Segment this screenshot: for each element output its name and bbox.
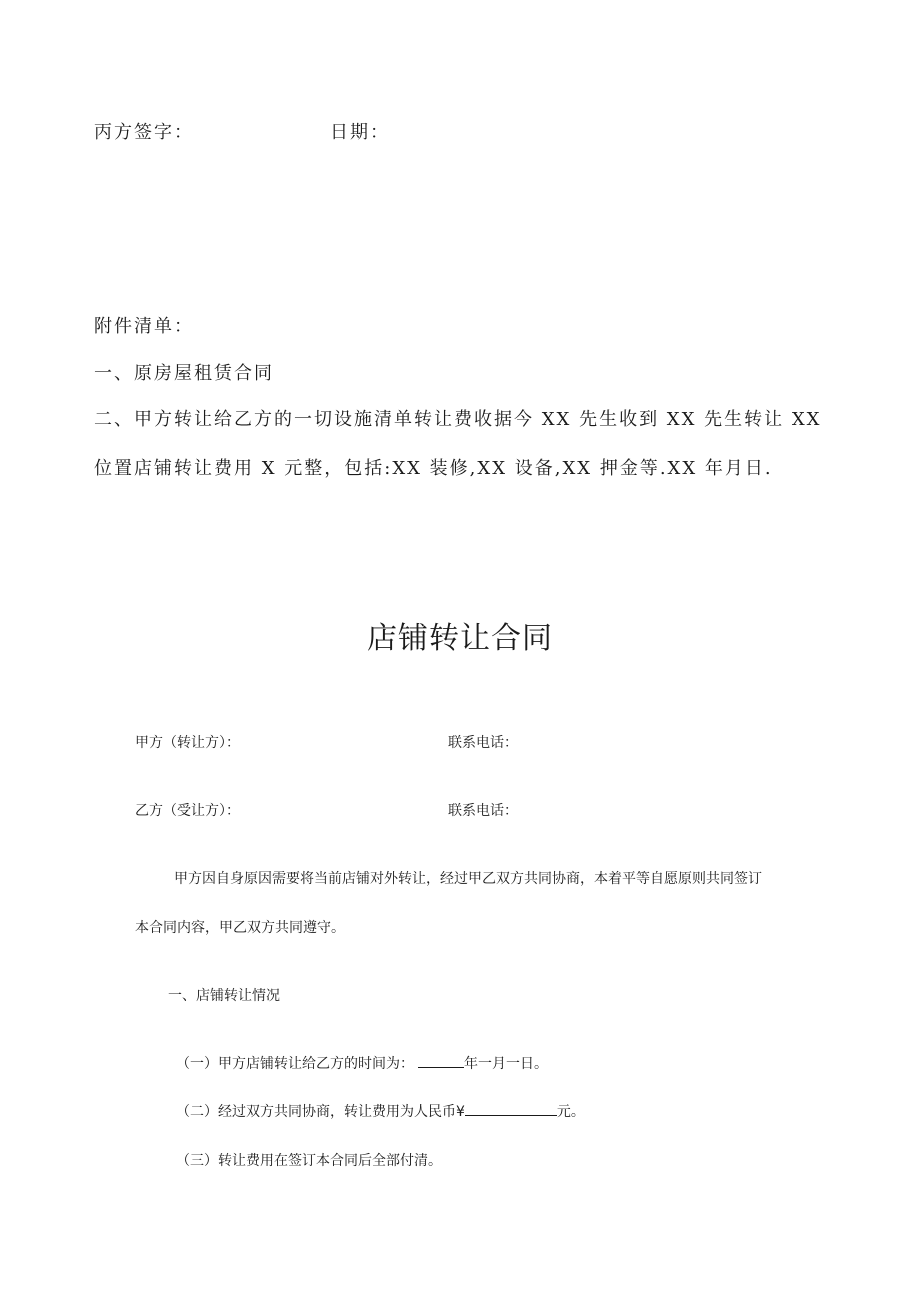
clause-2-suffix: 元。 bbox=[556, 1104, 585, 1120]
clause-3: （三）转让费用在签订本合同后全部付清。 bbox=[176, 1153, 442, 1169]
clause-2-prefix: （二）经过双方共同协商，转让费用为人民币¥ bbox=[176, 1104, 465, 1120]
intro-paragraph-line-2: 本合同内容，甲乙双方共同遵守。 bbox=[135, 920, 345, 936]
clause-2-amount-blank bbox=[465, 1102, 557, 1116]
party-b-phone-label: 联系电话： bbox=[448, 803, 518, 819]
sign-label-party-c: 丙方签字： bbox=[94, 122, 194, 143]
intro-paragraph-line-1: 甲方因自身原因需要将当前店铺对外转让，经过甲乙双方共同协商，本着平等自愿原则共同签订 bbox=[174, 871, 762, 887]
attachment-item-2-line-1: 二、甲方转让给乙方的一切设施清单转让费收据今 XX 先生收到 XX 先生转让 XX bbox=[94, 409, 822, 430]
attachment-item-2-line-2: 位置店铺转让费用 X 元整，包括:XX 装修,XX 设备,XX 押金等.XX 年月日. bbox=[94, 458, 773, 479]
attachment-item-1: 一、原房屋租赁合同 bbox=[94, 363, 274, 384]
clause-1-prefix: （一）甲方店铺转让给乙方的时间为： bbox=[176, 1056, 414, 1072]
party-b-label: 乙方（受让方）： bbox=[135, 803, 240, 819]
date-label: 日期： bbox=[330, 122, 390, 143]
section-1-heading: 一、店铺转让情况 bbox=[168, 988, 280, 1004]
clause-2 bbox=[176, 1102, 585, 1122]
clause-1-date-blank bbox=[418, 1054, 464, 1068]
party-a-label: 甲方（转让方）： bbox=[135, 735, 240, 751]
clause-1-suffix: 年一月一日。 bbox=[464, 1056, 548, 1072]
party-a-phone-label: 联系电话： bbox=[448, 735, 518, 751]
clause-1 bbox=[176, 1054, 548, 1074]
contract-title: 店铺转让合同 bbox=[367, 621, 553, 656]
attachments-heading: 附件清单： bbox=[94, 316, 194, 337]
